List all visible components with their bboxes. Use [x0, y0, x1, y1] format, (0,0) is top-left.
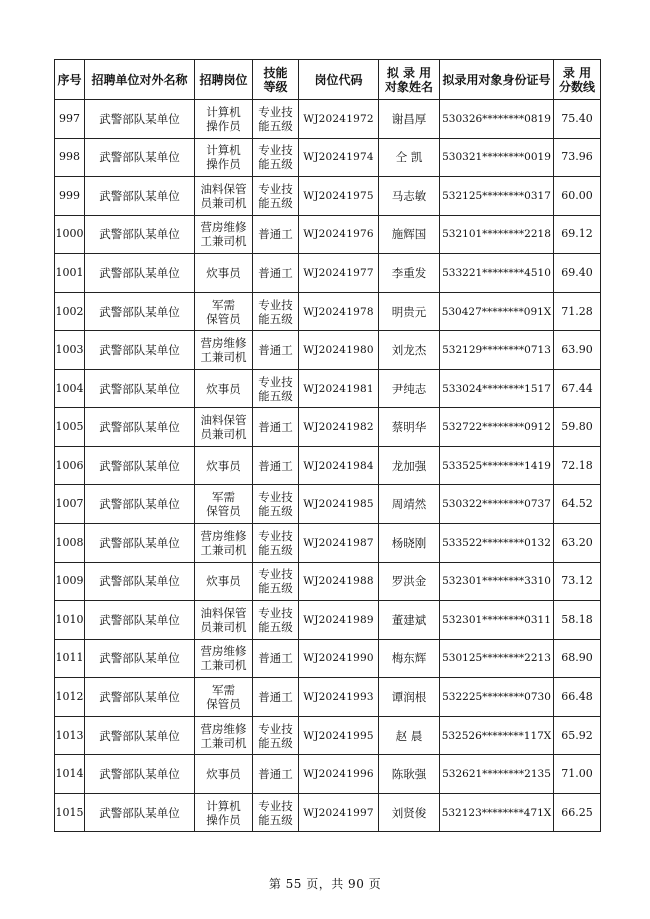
cell-level: 专业技 能五级	[253, 100, 299, 139]
cell-score: 69.12	[554, 215, 601, 254]
cell-post: 营房维修 工兼司机	[195, 331, 253, 370]
cell-unit: 武警部队某单位	[85, 292, 195, 331]
cell-unit: 武警部队某单位	[85, 446, 195, 485]
cell-code: WJ20241997	[299, 793, 379, 832]
cell-unit: 武警部队某单位	[85, 524, 195, 563]
header-id: 拟录用对象身份证号	[440, 60, 554, 100]
cell-post: 炊事员	[195, 254, 253, 293]
cell-seq: 1009	[55, 562, 85, 601]
cell-score: 69.40	[554, 254, 601, 293]
table-row	[55, 601, 601, 640]
cell-id: 530321********0019	[440, 138, 554, 177]
cell-post: 营房维修 工兼司机	[195, 639, 253, 678]
cell-score: 63.90	[554, 331, 601, 370]
cell-seq: 1015	[55, 793, 85, 832]
cell-score: 65.92	[554, 716, 601, 755]
table-row	[55, 369, 601, 408]
cell-code: WJ20241977	[299, 254, 379, 293]
cell-seq: 1014	[55, 755, 85, 794]
header-score: 录 用 分数线	[554, 60, 601, 100]
cell-unit: 武警部队某单位	[85, 755, 195, 794]
header-code: 岗位代码	[299, 60, 379, 100]
cell-level: 专业技 能五级	[253, 601, 299, 640]
cell-post: 营房维修 工兼司机	[195, 524, 253, 563]
cell-score: 58.18	[554, 601, 601, 640]
cell-post: 油料保管 员兼司机	[195, 408, 253, 447]
cell-seq: 1008	[55, 524, 85, 563]
cell-seq: 1011	[55, 639, 85, 678]
cell-level: 普通工	[253, 408, 299, 447]
cell-seq: 998	[55, 138, 85, 177]
cell-score: 66.48	[554, 678, 601, 717]
cell-post: 军需 保管员	[195, 292, 253, 331]
cell-level: 普通工	[253, 331, 299, 370]
cell-post: 军需 保管员	[195, 485, 253, 524]
cell-name: 赵 晨	[379, 716, 440, 755]
cell-name: 谭润根	[379, 678, 440, 717]
cell-id: 532129********0713	[440, 331, 554, 370]
table-row	[55, 138, 601, 177]
cell-code: WJ20241980	[299, 331, 379, 370]
cell-post: 炊事员	[195, 755, 253, 794]
table-row	[55, 678, 601, 717]
header-post: 招聘岗位	[195, 60, 253, 100]
cell-level: 普通工	[253, 254, 299, 293]
table-row	[55, 331, 601, 370]
cell-id: 530427********091X	[440, 292, 554, 331]
cell-seq: 1010	[55, 601, 85, 640]
cell-post: 计算机 操作员	[195, 100, 253, 139]
cell-level: 普通工	[253, 755, 299, 794]
table-row	[55, 292, 601, 331]
table-row	[55, 793, 601, 832]
cell-seq: 1003	[55, 331, 85, 370]
cell-name: 马志敏	[379, 177, 440, 216]
cell-unit: 武警部队某单位	[85, 793, 195, 832]
cell-post: 炊事员	[195, 369, 253, 408]
cell-code: WJ20241972	[299, 100, 379, 139]
cell-unit: 武警部队某单位	[85, 601, 195, 640]
cell-unit: 武警部队某单位	[85, 562, 195, 601]
header-unit: 招聘单位对外名称	[85, 60, 195, 100]
cell-code: WJ20241984	[299, 446, 379, 485]
cell-id: 532101********2218	[440, 215, 554, 254]
cell-unit: 武警部队某单位	[85, 100, 195, 139]
cell-unit: 武警部队某单位	[85, 254, 195, 293]
cell-name: 周靖然	[379, 485, 440, 524]
cell-level: 普通工	[253, 639, 299, 678]
cell-score: 63.20	[554, 524, 601, 563]
cell-unit: 武警部队某单位	[85, 369, 195, 408]
cell-name: 谢昌厚	[379, 100, 440, 139]
cell-seq: 1004	[55, 369, 85, 408]
table-row	[55, 562, 601, 601]
cell-post: 计算机 操作员	[195, 793, 253, 832]
cell-post: 营房维修 工兼司机	[195, 215, 253, 254]
cell-unit: 武警部队某单位	[85, 485, 195, 524]
cell-name: 刘龙杰	[379, 331, 440, 370]
cell-post: 油料保管 员兼司机	[195, 177, 253, 216]
cell-code: WJ20241987	[299, 524, 379, 563]
table-row	[55, 254, 601, 293]
cell-seq: 1002	[55, 292, 85, 331]
cell-code: WJ20241976	[299, 215, 379, 254]
cell-seq: 1006	[55, 446, 85, 485]
cell-level: 专业技 能五级	[253, 793, 299, 832]
cell-id: 532123********471X	[440, 793, 554, 832]
cell-id: 533221********4510	[440, 254, 554, 293]
cell-unit: 武警部队某单位	[85, 138, 195, 177]
cell-name: 杨晓刚	[379, 524, 440, 563]
cell-score: 60.00	[554, 177, 601, 216]
cell-code: WJ20241981	[299, 369, 379, 408]
cell-code: WJ20241990	[299, 639, 379, 678]
cell-id: 533024********1517	[440, 369, 554, 408]
header-seq: 序号	[55, 60, 85, 100]
header-name: 拟 录 用 对象姓名	[379, 60, 440, 100]
cell-code: WJ20241988	[299, 562, 379, 601]
cell-level: 专业技 能五级	[253, 524, 299, 563]
cell-name: 梅东辉	[379, 639, 440, 678]
cell-id: 532526********117X	[440, 716, 554, 755]
cell-code: WJ20241975	[299, 177, 379, 216]
cell-code: WJ20241985	[299, 485, 379, 524]
table-row	[55, 524, 601, 563]
cell-name: 刘贤俊	[379, 793, 440, 832]
cell-seq: 1005	[55, 408, 85, 447]
table-row	[55, 177, 601, 216]
cell-name: 明贵元	[379, 292, 440, 331]
cell-level: 普通工	[253, 215, 299, 254]
cell-unit: 武警部队某单位	[85, 408, 195, 447]
table-row	[55, 639, 601, 678]
cell-id: 530326********0819	[440, 100, 554, 139]
table-row	[55, 485, 601, 524]
table-row	[55, 716, 601, 755]
cell-level: 普通工	[253, 446, 299, 485]
cell-score: 73.12	[554, 562, 601, 601]
cell-unit: 武警部队某单位	[85, 639, 195, 678]
cell-level: 专业技 能五级	[253, 485, 299, 524]
cell-id: 532301********3310	[440, 562, 554, 601]
cell-score: 71.00	[554, 755, 601, 794]
cell-seq: 1001	[55, 254, 85, 293]
cell-name: 尹纯志	[379, 369, 440, 408]
cell-code: WJ20241995	[299, 716, 379, 755]
cell-score: 73.96	[554, 138, 601, 177]
cell-unit: 武警部队某单位	[85, 215, 195, 254]
cell-name: 仝 凯	[379, 138, 440, 177]
cell-score: 67.44	[554, 369, 601, 408]
cell-name: 龙加强	[379, 446, 440, 485]
header-level: 技能 等级	[253, 60, 299, 100]
cell-id: 532125********0317	[440, 177, 554, 216]
cell-seq: 1013	[55, 716, 85, 755]
cell-score: 72.18	[554, 446, 601, 485]
cell-score: 64.52	[554, 485, 601, 524]
cell-code: WJ20241974	[299, 138, 379, 177]
cell-name: 李重发	[379, 254, 440, 293]
cell-seq: 1012	[55, 678, 85, 717]
cell-score: 66.25	[554, 793, 601, 832]
cell-score: 71.28	[554, 292, 601, 331]
cell-code: WJ20241993	[299, 678, 379, 717]
cell-seq: 997	[55, 100, 85, 139]
cell-level: 普通工	[253, 678, 299, 717]
cell-id: 532621********2135	[440, 755, 554, 794]
cell-unit: 武警部队某单位	[85, 331, 195, 370]
cell-id: 532301********0311	[440, 601, 554, 640]
cell-level: 专业技 能五级	[253, 292, 299, 331]
cell-code: WJ20241996	[299, 755, 379, 794]
cell-level: 专业技 能五级	[253, 716, 299, 755]
cell-score: 59.80	[554, 408, 601, 447]
cell-unit: 武警部队某单位	[85, 678, 195, 717]
cell-code: WJ20241982	[299, 408, 379, 447]
cell-seq: 999	[55, 177, 85, 216]
cell-unit: 武警部队某单位	[85, 716, 195, 755]
cell-id: 530322********0737	[440, 485, 554, 524]
cell-id: 533525********1419	[440, 446, 554, 485]
table-row	[55, 408, 601, 447]
cell-score: 68.90	[554, 639, 601, 678]
cell-level: 专业技 能五级	[253, 369, 299, 408]
cell-name: 罗洪金	[379, 562, 440, 601]
cell-code: WJ20241989	[299, 601, 379, 640]
cell-level: 专业技 能五级	[253, 562, 299, 601]
page-footer: 第 55 页，共 90 页	[268, 877, 382, 891]
cell-name: 蔡明华	[379, 408, 440, 447]
table-row	[55, 755, 601, 794]
cell-post: 计算机 操作员	[195, 138, 253, 177]
cell-seq: 1000	[55, 215, 85, 254]
cell-post: 炊事员	[195, 562, 253, 601]
table-row	[55, 446, 601, 485]
cell-id: 532225********0730	[440, 678, 554, 717]
table-row	[55, 215, 601, 254]
header-row	[55, 60, 601, 100]
cell-post: 油料保管 员兼司机	[195, 601, 253, 640]
cell-post: 军需 保管员	[195, 678, 253, 717]
cell-post: 炊事员	[195, 446, 253, 485]
cell-level: 专业技 能五级	[253, 177, 299, 216]
cell-name: 董建斌	[379, 601, 440, 640]
cell-post: 营房维修 工兼司机	[195, 716, 253, 755]
cell-name: 陈耿强	[379, 755, 440, 794]
cell-id: 532722********0912	[440, 408, 554, 447]
cell-id: 530125********2213	[440, 639, 554, 678]
cell-seq: 1007	[55, 485, 85, 524]
cell-level: 专业技 能五级	[253, 138, 299, 177]
cell-score: 75.40	[554, 100, 601, 139]
cell-name: 施辉国	[379, 215, 440, 254]
table-row	[55, 100, 601, 139]
cell-id: 533522********0132	[440, 524, 554, 563]
results-table	[54, 59, 601, 832]
cell-code: WJ20241978	[299, 292, 379, 331]
cell-unit: 武警部队某单位	[85, 177, 195, 216]
